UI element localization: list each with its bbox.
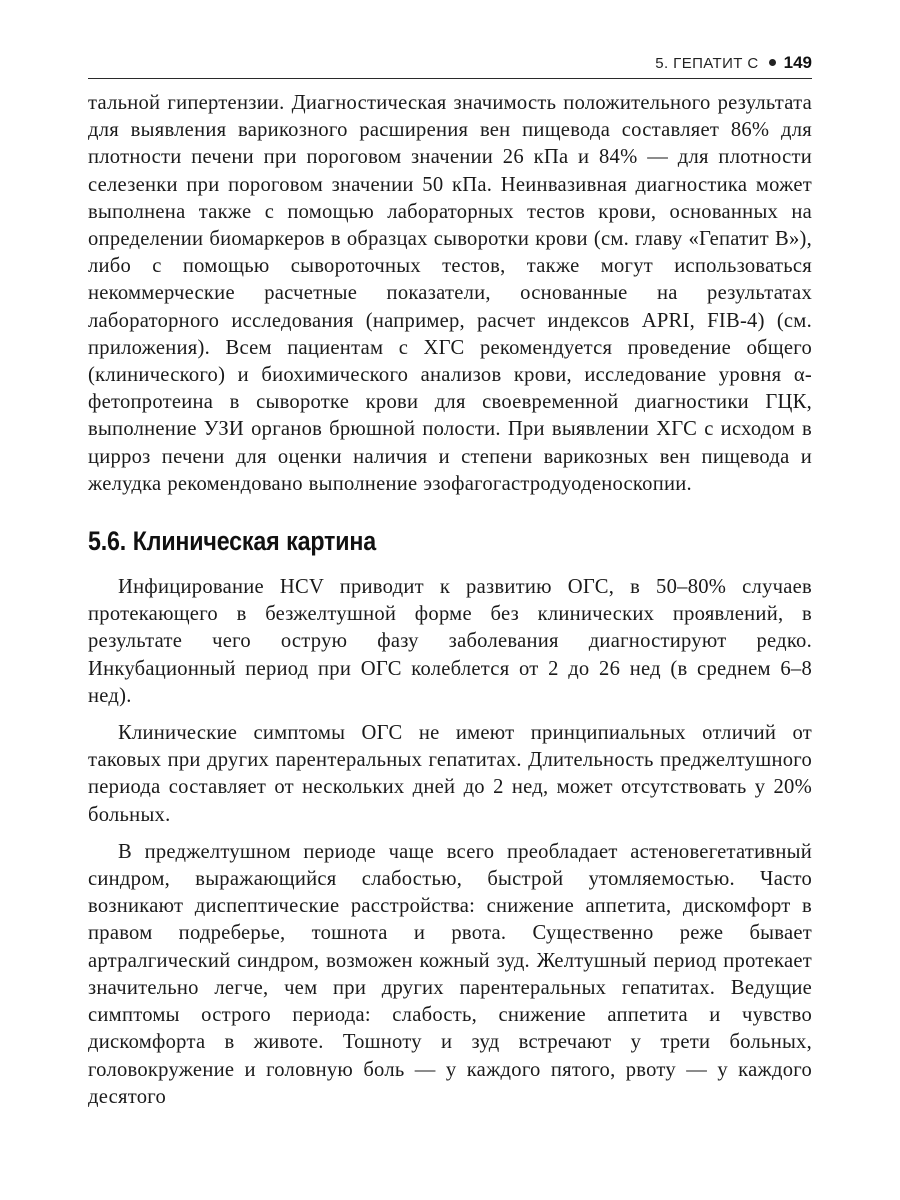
- paragraph: Клинические симптомы ОГС не имеют принципиальных отличий от таковых при других парентеральных гепатитах. Длительность преджелтушного периода составляет от нескольких дней до 2 нед, может отсутствовать у 20% больных.: [88, 722, 812, 826]
- paragraph: В преджелтушном периоде чаще всего преобладает астеновегетативный синдром, выражающийся слабостью, быстрой утомляемостью. Часто возникают диспептические расстройства: снижение аппетита, дискомфорт в правом подреберье, тошнота и рвота. Существенно реже бывает артралгический синдром, возможен кожный зуд. Желтушный период протекает значительно легче, чем при других парентеральных гепатитах. Ведущие симптомы острого периода: слабость, снижение аппетита и чувство дискомфорта в животе. Тошноту и зуд встречают у трети больных, головокружение и головную боль — у каждого пятого, рвоту — у каждого десятого: [88, 840, 812, 1108]
- bullet-separator-icon: [769, 59, 776, 66]
- running-head: [88, 48, 812, 79]
- page-number: 149: [783, 53, 812, 72]
- chapter-title: 5. ГЕПАТИТ С: [655, 55, 759, 72]
- section-heading: 5.6. Клиническая картина: [88, 526, 376, 557]
- paragraph: Инфицирование HCV приводит к развитию ОГС, в 50–80% случаев протекающего в безжелтушной форме без клинических проявлений, в результате чего острую фазу заболевания диагностируют редко. Инкубационный период при ОГС колеблется от 2 до 26 нед (в среднем 6–8 нед).: [88, 576, 812, 707]
- continued-paragraph: тальной гипертензии. Диагностическая значимость положительного результата для выявления варикозного расширения вен пищевода составляет 86% для плотности печени при пороговом значении 26 кПа и 84% — для плотности селезенки при пороговом значении 50 кПа. Неинвазивная диагностика может выполнена также с помощью лабораторных тестов крови, основанных на определении биомаркеров в образцах сыворотки крови (см. главу «Гепатит B»), либо с помощью сывороточных тестов, также могут использоваться некоммерческие расчетные показатели, основанные на результатах лабораторного исследования (например, расчет индексов APRI, FIB-4) (см. приложения). Всем пациентам с ХГС рекомендуется проведение общего (клинического) и биохимического анализов крови, исследование уровня α-фетопротеина в сыворотке крови для своевременной диагностики ГЦК, выполнение УЗИ органов брюшной полости. При выявлении ХГС с исходом в цирроз печени для оценки наличия и степени варикозных вен пищевода и желудка рекомендовано выполнение эзофагогастродуоденоскопии.: [88, 92, 812, 495]
- page-body: [88, 90, 812, 1111]
